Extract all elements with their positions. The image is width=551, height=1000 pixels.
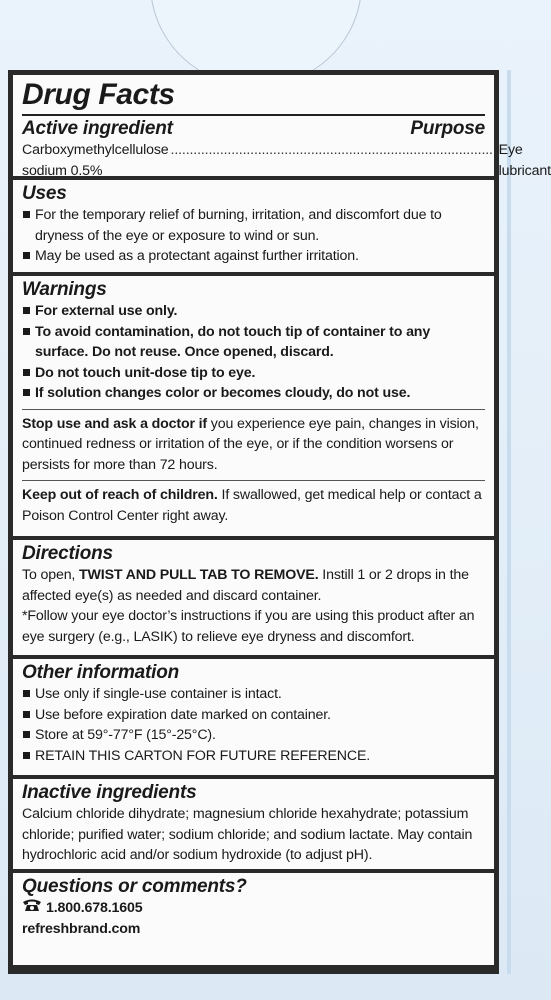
warning-item: Do not touch unit-dose tip to eye. — [22, 363, 485, 384]
uses-section — [13, 180, 494, 272]
questions-section — [13, 873, 494, 965]
other-info-item: Use before expiration date marked on container. — [22, 705, 485, 726]
warnings-divider — [22, 409, 485, 410]
active-ingredient-row — [22, 140, 551, 181]
other-information-section — [13, 659, 494, 775]
active-ingredient-name: Carboxymethylcellulose sodium 0.5% — [22, 142, 169, 179]
warning-item: To avoid contamination, do not touch tip of container to any surface. Do not reuse. Once opened, discard. — [22, 322, 485, 363]
directions-note: *Follow your eye doctor’s instructions if you are using this product after an eye surgery (e.g., LASIK) to relieve eye dryness and discomfort. — [22, 608, 475, 645]
children-label: Keep out of reach of children. — [22, 487, 218, 503]
leader-dots: ...................................................................................... — [170, 142, 497, 158]
inactive-ingredients-section — [13, 779, 494, 869]
uses-item: May be used as a protectant against further irritation. — [22, 246, 485, 267]
directions-bold: TWIST AND PULL TAB TO REMOVE. — [79, 567, 319, 583]
stop-use-label: Stop use and ask a doctor if — [22, 415, 208, 432]
directions-heading: Directions — [22, 543, 113, 564]
children-paragraph — [22, 485, 485, 526]
directions-paragraph — [22, 565, 485, 606]
uses-heading: Uses — [22, 183, 67, 204]
questions-heading: Questions or comments? — [22, 876, 247, 897]
purpose-heading: Purpose — [410, 118, 485, 139]
children-text: If swallowed, get medical help or contact a Poison Control Center right away. — [22, 487, 482, 524]
other-info-item: Store at 59°-77°F (15°-25°C). — [22, 725, 485, 746]
drug-facts-panel — [8, 70, 551, 974]
inactive-ingredients-text: Calcium chloride dihydrate; magnesium chloride hexahydrate; potassium chloride; purified water; sodium chloride; and sodium lactate. May contain hydrochloric acid and/or sodium hydroxide (to adjust pH). — [22, 806, 473, 863]
other-info-item: RETAIN THIS CARTON FOR FUTURE REFERENCE. — [22, 746, 485, 767]
directions-text: To open, — [22, 567, 80, 583]
directions-section — [13, 540, 494, 655]
warning-item: For external use only. — [22, 301, 485, 322]
warning-item: If solution changes color or becomes cloudy, do not use. — [22, 383, 485, 404]
active-ingredient-heading: Active ingredient — [22, 118, 173, 139]
phone-row — [22, 898, 485, 919]
stop-use-paragraph — [22, 414, 485, 476]
telephone-icon — [22, 898, 42, 919]
other-information-heading: Other information — [22, 662, 180, 683]
warnings-section — [13, 276, 494, 536]
uses-item: For the temporary relief of burning, irritation, and discomfort due to dryness of the eye or exposure to wind or sun. — [22, 205, 485, 246]
phone-number[interactable]: 1.800.678.1605 — [46, 900, 143, 916]
active-ingredient-purpose: Eye lubricant — [498, 142, 551, 179]
warnings-divider — [22, 480, 485, 481]
active-header-row — [22, 118, 485, 140]
warnings-heading: Warnings — [22, 279, 107, 300]
title-rule — [22, 114, 485, 116]
stop-use-text: you experience eye pain, changes in vision, continued redness or irritation of the eye, or if the condition worsens or persists for more than 72 hours. — [22, 415, 479, 473]
inactive-ingredients-heading: Inactive ingredients — [22, 782, 197, 803]
carton-edge — [507, 70, 511, 974]
other-info-item: Use only if single-use container is intact. — [22, 684, 485, 705]
directions-text: Instill 1 or 2 drops in the affected eye(s) as needed and discard container. — [22, 567, 469, 604]
drug-facts-section — [13, 75, 551, 179]
website-link[interactable]: refreshbrand.com — [22, 920, 141, 937]
drug-facts-title: Drug Facts — [22, 78, 175, 111]
